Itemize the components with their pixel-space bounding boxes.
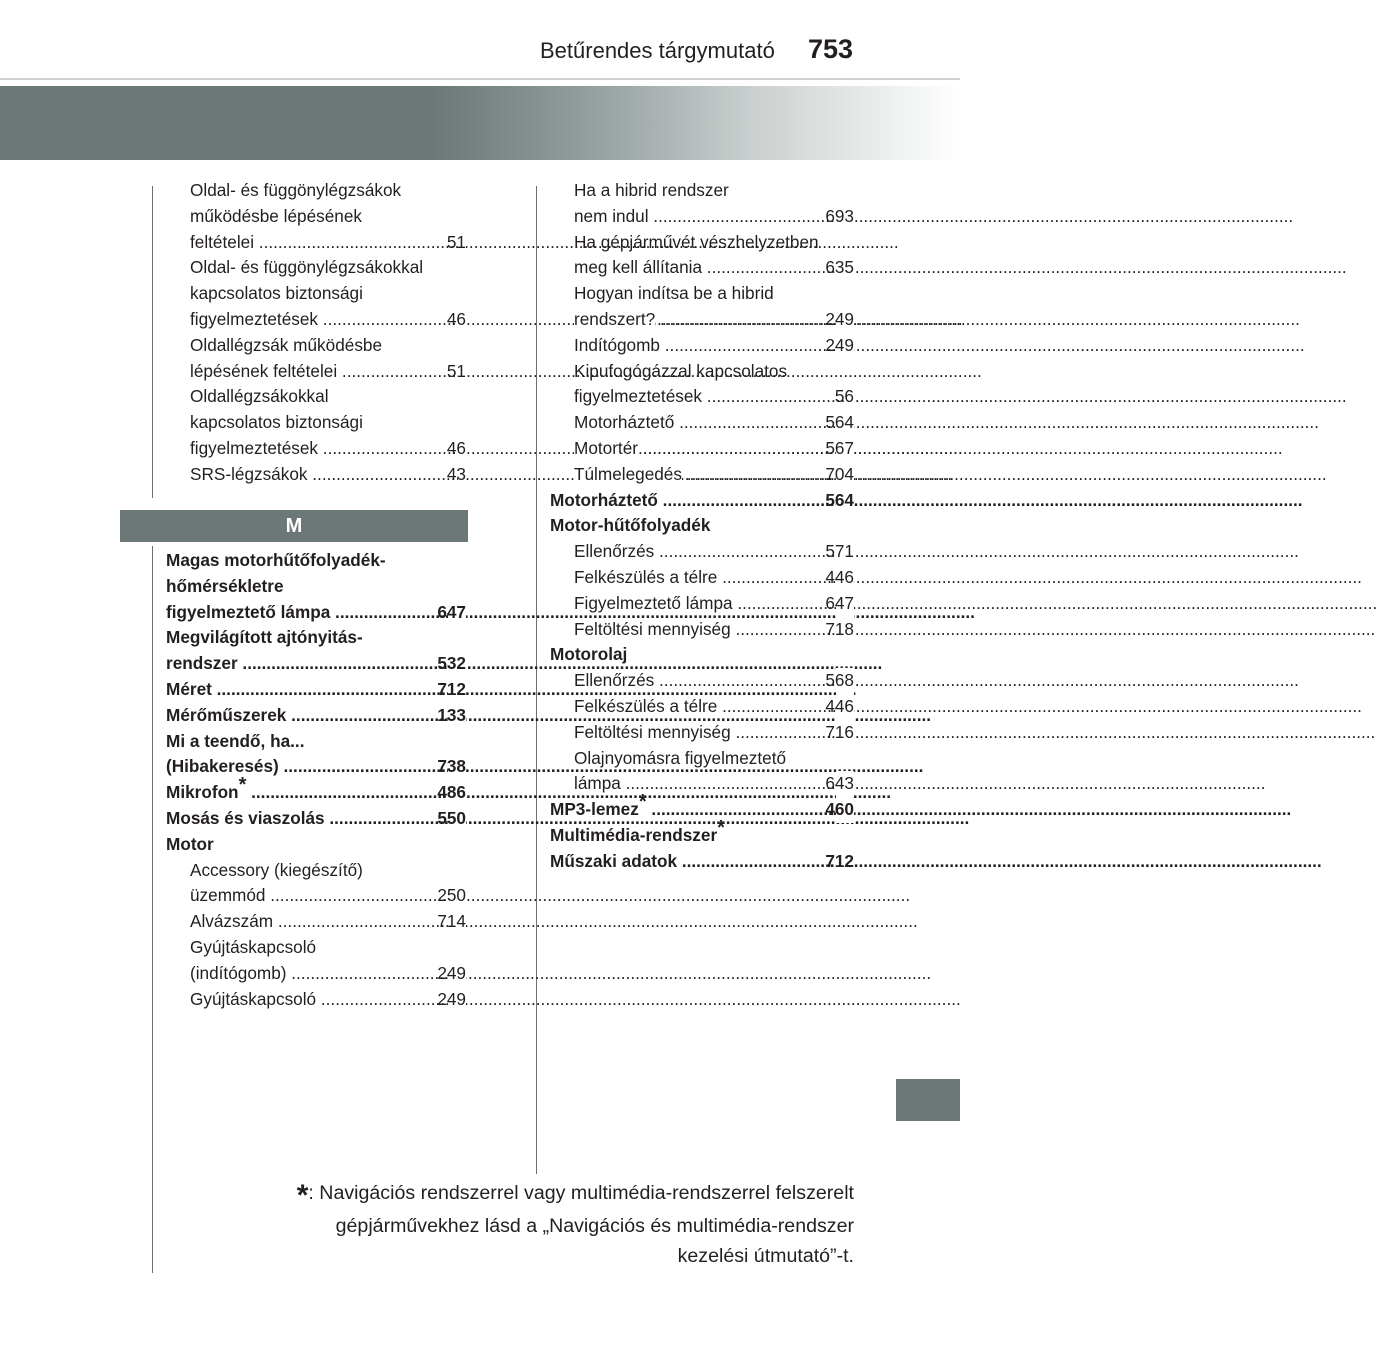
footnote-line: gépjárművekhez lásd a „Navigációs és multimédia-rendszer [335,1215,854,1237]
index-entry-leader [574,539,854,565]
index-entry [166,806,466,832]
index-entry-text: meg kell állítania [574,257,703,278]
index-entry-text: kapcsolatos biztonsági [190,283,363,304]
index-page-number: 250 [448,883,466,909]
index-entry-text: Gyújtáskapcsoló [190,936,317,957]
index-entry-text: Túlmelegedés [574,463,682,484]
index-entry-text: Méret [166,678,212,699]
index-page-number: 43 [458,462,466,488]
index-page-number: 249 [448,987,466,1013]
index-entry-text: Figyelmeztető lámpa [574,592,733,613]
index-entry-text: Mosás és viaszolás [166,807,325,828]
index-entry [550,694,854,720]
index-entry-leader [166,651,466,677]
index-entry-text: hőmérsékletre [166,575,284,596]
index-entry [550,591,854,617]
index-entry-text: Oldal- és függönylégzsákok [190,180,402,200]
index-page-number: 564 [836,488,854,514]
index-entry [550,565,854,591]
index-entry-leader [550,849,854,875]
header-gradient-band [0,86,960,160]
index-entry-text: figyelmeztetések [190,308,319,329]
index-entry [166,548,466,625]
index-entry-leader [574,410,854,436]
index-entry-leader [574,384,854,410]
index-entry-text: lámpa [574,773,621,794]
index-page-number: 635 [836,255,854,281]
index-entry [166,832,466,858]
index-entry [166,384,466,461]
index-entry [166,858,466,910]
index-entry-text: Felkészülés a télre [574,566,718,587]
index-entry-text: Olajnyomásra figyelmeztető [574,747,787,768]
index-entry-leader [166,703,466,729]
index-page-number: 550 [448,806,466,832]
index-page-number: 249 [836,333,854,359]
index-entry [166,333,466,385]
index-entry-leader [190,909,466,935]
index-page-number: 56 [846,384,854,410]
index-entry-leader [574,333,854,359]
index-entry-text: Feltöltési mennyiség [574,618,731,639]
index-entry-text: Ellenőrzés [574,670,655,691]
index-entry [550,720,854,746]
index-entry [166,178,466,255]
left-column-divider-bottom [152,546,153,1273]
index-entry-text: kapcsolatos biztonsági [190,412,363,433]
index-entry-text: Oldallégzsák működésbe [190,334,383,355]
index-entry-leader [190,961,466,987]
index-entry [166,935,466,987]
index-entry-text: Oldal- és függönylégzsákokkal [190,257,424,278]
index-page-number: 738 [448,754,466,780]
index-entry [550,816,854,849]
index-page-number: 486 [448,780,466,806]
index-entry [550,539,854,565]
index-entry-leader [550,791,854,823]
index-entry-text: Mérőműszerek [166,704,287,725]
index-page-number: 643 [836,771,854,797]
index-entry [166,909,466,935]
index-entry-text: SRS-légzsákok [190,463,308,484]
index-entry [550,513,854,539]
index-entry-leader [574,591,854,617]
index-entry-text: Mikrofon [166,782,239,803]
footnote-asterisk: * [238,774,247,797]
index-page-number: 714 [448,909,466,935]
index-entry-text: Műszaki adatok [550,850,678,871]
index-entry [166,987,466,1013]
index-entry-text: Gyújtáskapcsoló [190,988,317,1009]
index-entry-text: Motor-hűtőfolyadék [550,515,711,536]
footnote-line: : Navigációs rendszerrel vagy multimédia-rendszerrel felszerelt [308,1182,854,1204]
index-entry-leader [190,883,466,909]
index-entry-leader [574,720,854,746]
index-entry [166,677,466,703]
index-page-number: 712 [836,849,854,875]
index-entry [550,281,854,333]
index-entry-text: Motorolaj [550,644,628,665]
footnote-asterisk: * [717,816,725,839]
index-entry-leader [574,668,854,694]
index-entry-leader [574,436,854,462]
index-entry-leader [574,771,854,797]
index-entry [166,625,466,677]
index-page-number: 567 [836,436,854,462]
index-entry-leader [190,462,466,488]
index-entry-text: Motortér [574,437,638,458]
index-page-number: 46 [458,307,466,333]
index-entry-text: Accessory (kiegészítő) [190,859,363,880]
index-page-number: 532 [448,651,466,677]
index-entry [550,488,854,514]
index-page-number: 571 [836,539,854,565]
index-entry-text: Hogyan indítsa be a hibrid [574,283,774,304]
page-number: 753 [808,34,854,64]
index-entry-text: Motor [166,833,214,854]
index-entry-text: (Hibakeresés) [166,756,279,777]
index-entry-text: Feltöltési mennyiség [574,721,731,742]
thumb-index-tab [896,1079,960,1121]
index-entry-text: feltételei [190,231,255,252]
index-page-number: 693 [836,204,854,230]
index-entry [166,774,466,806]
index-entry-text: működésbe lépésének [190,205,362,226]
index-entry-text: üzemmód [190,885,266,906]
index-page-number: 568 [836,668,854,694]
index-entry-text: figyelmeztetések [190,437,319,458]
index-page-number: 51 [458,230,466,256]
index-page-number: 712 [448,677,466,703]
index-entry-leader [166,806,466,832]
index-entry-leader [190,987,466,1013]
index-page-number: 647 [836,591,854,617]
index-entry [550,410,854,436]
index-entry [550,359,854,411]
index-entry-leader [574,694,854,720]
index-entry-text: lépésének feltételei [190,360,338,381]
index-entry-leader [166,600,466,626]
index-page-number: 446 [836,694,854,720]
index-column-left-m [166,548,466,1012]
index-page-number: 133 [448,703,466,729]
index-entry [550,333,854,359]
left-column-divider-top [152,186,153,498]
index-entry [550,178,854,230]
index-entry [166,255,466,332]
index-page-number: 249 [448,961,466,987]
index-entry [550,642,854,668]
index-entry-text: Oldallégzsákokkal [190,386,329,407]
index-page-number: 446 [836,565,854,591]
index-page-number: 564 [836,410,854,436]
index-page-number: 716 [836,720,854,746]
index-entry-leader [166,677,466,703]
index-entry-text: Ellenőrzés [574,541,655,562]
index-entry-leader [190,359,466,385]
index-entry-text: Magas motorhűtőfolyadék- [166,550,386,570]
index-page-number: 249 [836,307,854,333]
index-entry [550,230,854,282]
footnote-asterisk: * [638,791,647,814]
index-page-number: 460 [836,797,854,823]
index-entry [550,436,854,462]
index-entry-text: Motorháztető [574,412,675,433]
index-entry [166,729,466,781]
index-entry-text: Megvilágított ajtónyitás- [166,627,363,648]
index-entry [550,668,854,694]
index-entry-leader [166,774,466,806]
index-entry-text: Indítógomb [574,334,660,355]
index-entry [166,462,466,488]
index-entry-leader [190,230,466,256]
index-entry-leader [166,754,466,780]
index-column-right [550,178,854,875]
section-letter-bar: M [120,510,468,542]
index-entry-leader [574,462,854,488]
index-page-number: 46 [458,436,466,462]
footnote-line: kezelési útmutató”-t. [677,1245,854,1267]
index-entry-text: (indítógomb) [190,962,287,983]
index-page-number: 647 [448,600,466,626]
index-entry-text: rendszert? [574,308,656,329]
index-page-number: 51 [458,359,466,385]
index-entry-text: figyelmeztetések [574,386,703,407]
index-entry-leader [574,255,854,281]
index-entry-text: Alvázszám [190,911,274,932]
index-entry-leader [574,307,854,333]
index-page-number: 718 [836,617,854,643]
running-header-title: Betűrendes tárgymutató [540,38,775,63]
index-entry-leader [190,436,466,462]
index-entry-text: MP3-lemez [550,799,639,820]
index-page-number: 704 [836,462,854,488]
index-entry-text: Motorháztető [550,489,658,510]
index-entry [550,462,854,488]
index-column-left-top [166,178,466,488]
header-rule [0,78,960,80]
index-entry-text: Ha gépjárművét vészhelyzetben [574,231,819,252]
index-entry-text: Ha a hibrid rendszer [574,180,729,200]
index-entry-text: Multimédia-rendszer* [550,816,725,845]
index-entry [550,849,854,875]
index-entry-leader [574,204,854,230]
index-entry-text: figyelmeztető lámpa [166,601,331,622]
index-entry [550,791,854,823]
index-entry-text: Mi a teendő, ha... [166,730,305,751]
index-entry-text: rendszer [166,653,238,674]
index-entry [550,746,854,798]
index-entry-leader [574,617,854,643]
index-entry [550,617,854,643]
index-entry [166,703,466,729]
footnote [200,1178,854,1271]
index-entry-leader [190,307,466,333]
index-entry-text: Felkészülés a télre [574,695,718,716]
index-entry-leader [550,488,854,514]
index-entry-text: Kipufogógázzal kapcsolatos [574,360,788,381]
footnote-asterisk: * [296,1179,309,1212]
index-entry-text: nem indul [574,205,649,226]
index-entry-leader [574,565,854,591]
